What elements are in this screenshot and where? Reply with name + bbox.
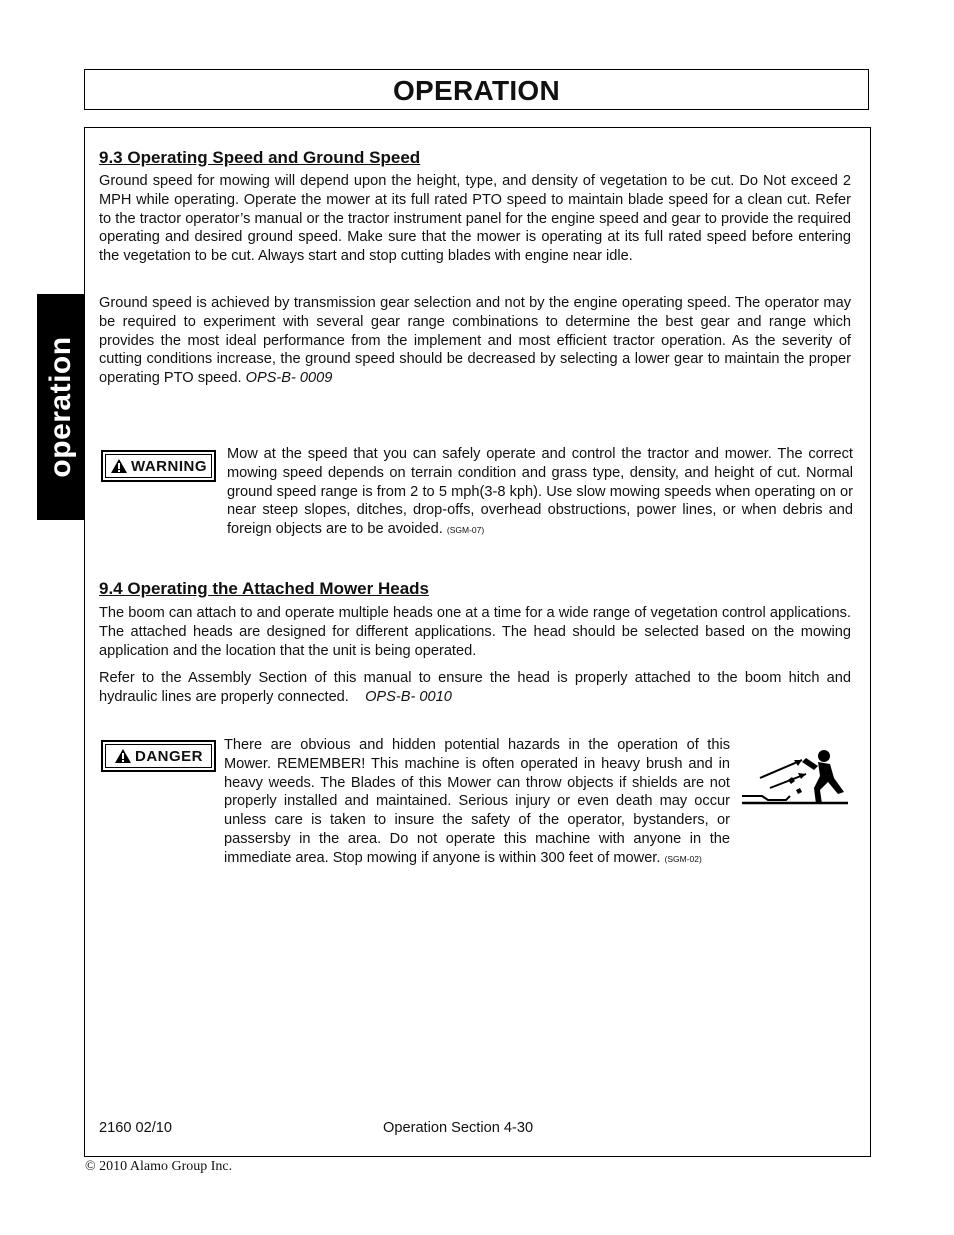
section-9-3-reference: OPS-B- 0009 xyxy=(245,370,333,387)
warning-triangle-icon xyxy=(110,458,128,474)
section-9-3-paragraph-2 xyxy=(99,294,851,388)
page-title: OPERATION xyxy=(392,75,561,106)
section-9-4-heading: 9.4 Operating the Attached Mower Heads xyxy=(99,579,429,598)
section-9-4-reference: OPS-B- 0010 xyxy=(365,688,452,705)
page-section-label: Operation Section 4-30 xyxy=(383,1120,534,1136)
section-9-4-paragraph-2-text: Refer to the Assembly Section of this manual to ensure the head is properly attached to the boom hitch and hydraulic lines are properly connected. xyxy=(99,670,851,705)
warning-message xyxy=(227,445,853,540)
danger-triangle-icon xyxy=(114,748,132,764)
thrown-object-hazard-icon xyxy=(740,748,848,808)
danger-message xyxy=(224,736,730,869)
section-9-4-paragraph-1: The boom can attach to and operate multiple heads one at a time for a wide range of vegetation control applications. The attached heads are designed for different applications. The head should be selected based on the mowing application and the location that the unit is being operated. xyxy=(99,605,851,659)
page-header xyxy=(84,69,869,110)
section-9-3-paragraph-1: Ground speed for mowing will depend upon the height, type, and density of vegetation to be cut. Do Not exceed 2 MPH while operating. Operate the mower at its full rated PTO speed to maintain blade speed for a clean cut. Refer to the tractor operator’s manual or the tractor instrument panel for the engine speed and gear to provide the required operating and desired ground speed. Make sure that the mower is operating at its full rated speed before entering the vegetation to be cut. Always start and stop cutting blades with engine near idle. xyxy=(99,173,851,265)
section-side-tab xyxy=(37,294,84,520)
danger-badge xyxy=(101,740,216,772)
side-tab-label: operation xyxy=(43,336,77,478)
danger-badge-label: DANGER xyxy=(134,747,203,765)
copyright-notice: © 2010 Alamo Group Inc. xyxy=(85,1159,233,1174)
document-id: 2160 02/10 xyxy=(99,1120,173,1136)
section-9-3-paragraph-2-text: Ground speed is achieved by transmission gear selection and not by the engine operating speed. The operator may be required to experiment with several gear range combinations to determine the best gear and range which provides the most ideal performance from the implement and most efficient tractor operation. As the severity of cutting conditions increase, the ground speed should be decreased by selecting a lower gear to maintain the proper operating PTO speed. xyxy=(99,295,851,387)
section-9-4-paragraph-2 xyxy=(99,669,851,707)
warning-reference: (SGM-07) xyxy=(446,525,485,536)
section-9-3-heading: 9.3 Operating Speed and Ground Speed xyxy=(99,148,421,167)
danger-text: There are obvious and hidden potential hazards in the operation of this Mower. REMEMBER! This machine is often operated in heavy brush and in heavy weeds. The Blades of this Mower can throw objects if shields are not properly installed and maintained. Serious injury or even death may occur unless care is taken to insure the safety of the operator, bystanders, or passersby in the area. Do not operate this machine with anyone in the immediate area. Stop mowing if anyone is within 300 feet of mower. xyxy=(224,737,730,866)
warning-badge-label: WARNING xyxy=(131,457,207,475)
warning-badge xyxy=(101,450,216,482)
warning-text: Mow at the speed that you can safely operate and control the tractor and mower. The correct mowing speed depends on terrain condition and grass type, density, and height of cut. Normal ground speed range is from 2 to 5 mph(3-8 kph). Use slow mowing speeds when operating on or near steep slopes, ditches, drop-offs, overhead obstructions, power lines, or when debris and foreign objects are to be avoided. xyxy=(227,446,853,538)
danger-reference: (SGM-02) xyxy=(664,853,702,864)
